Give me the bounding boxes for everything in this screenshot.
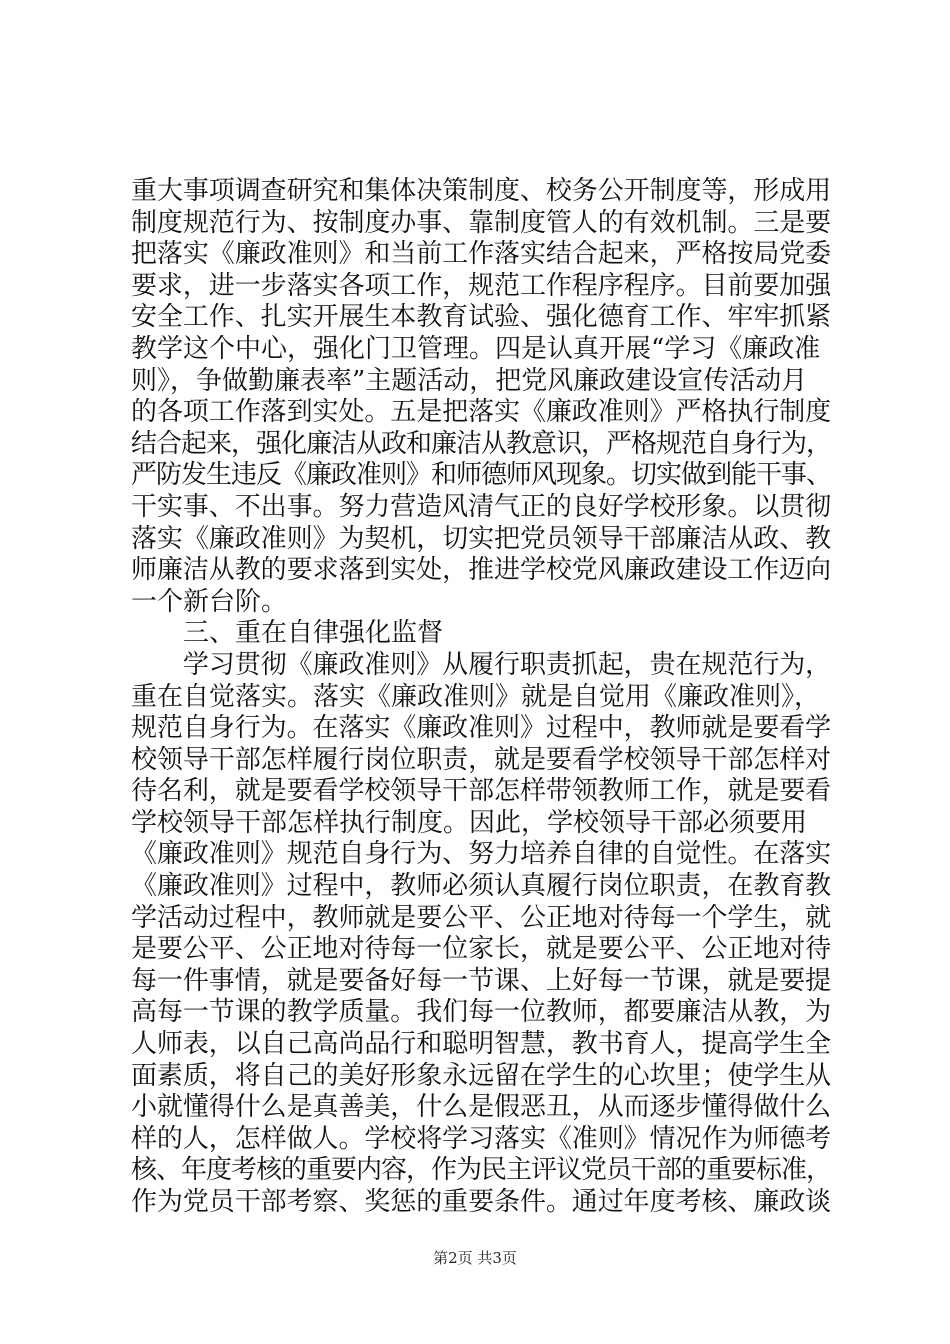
text-line: 学活动过程中，教师就是要公平、公正地对待每一个学生，就 [131,902,832,933]
text-line: 则》，争做勤廉表率”主题活动，把党风廉政建设宣传活动月 [131,365,808,396]
text-line: 高每一节课的教学质量。我们每一位教师，都要廉洁从教，为 [131,997,832,1028]
text-line: 重大事项调查研究和集体决策制度、校务公开制度等，形成用 [131,176,832,206]
text-line: 样的人，怎样做人。学校将学习落实《准则》情况作为师德考 [131,1123,832,1154]
text-line: 落实《廉政准则》为契机，切实把党员领导干部廉洁从政、教 [131,523,832,554]
text-line: 校领导干部怎样履行岗位职责，就是要看学校领导干部怎样对 [131,744,832,775]
text-line: 规范自身行为。在落实《廉政准则》过程中，教师就是要看学 [131,713,832,744]
text-line: 学习贯彻《廉政准则》从履行职责抓起，贵在规范行为， [131,649,832,680]
text-line: 干实事、不出事。努力营造风清气正的良好学校形象。以贯彻 [131,491,832,522]
text-line: 要求，进一步落实各项工作，规范工作程序程序。目前要加强 [131,270,832,301]
page-footer: 第2页 共3页 [433,1249,517,1267]
text-line: 是要公平、公正地对待每一位家长，就是要公平、公正地对待 [131,934,832,965]
text-line: 《廉政准则》过程中，教师必须认真履行岗位职责，在教育教 [131,871,832,902]
text-line: 教学这个中心，强化门卫管理。四是认真开展“学习《廉政准 [131,333,821,364]
text-line: 待名利，就是要看学校领导干部怎样带领教师工作，就是要看 [131,776,832,807]
text-line: 学校领导干部怎样执行制度。因此，学校领导干部必须要用 [131,807,808,838]
text-line: 三、重在自律强化监督 [131,618,444,649]
text-line: 师廉洁从教的要求落到实处，推进学校党风廉政建设工作迈向 [131,555,832,586]
text-line: 制度规范行为、按制度办事、靠制度管人的有效机制。三是要 [131,207,832,238]
text-line: 一个新台阶。 [131,586,288,617]
text-line: 安全工作、扎实开展生本教育试验、强化德育工作、牢牢抓紧 [131,302,832,333]
text-line: 人师表，以自己高尚品行和聪明智慧，教书育人，提高学生全 [131,1029,832,1060]
text-line: 的各项工作落到实处。五是把落实《廉政准则》严格执行制度 [131,397,832,428]
text-line: 作为党员干部考察、奖惩的重要条件。通过年度考核、廉政谈 [131,1187,832,1217]
text-line: 小就懂得什么是真善美，什么是假恶丑，从而逐步懂得做什么 [131,1092,832,1123]
text-line: 严防发生违反《廉政准则》和师德师风现象。切实做到能干事、 [131,460,832,491]
body-text [131,176,831,1219]
text-line: 《廉政准则》规范自身行为、努力培养自律的自觉性。在落实 [131,839,832,870]
text-line: 面素质，将自己的美好形象永远留在学生的心坎里；使学生从 [131,1060,832,1091]
text-line: 重在自觉落实。落实《廉政准则》就是自觉用《廉政准则》， [131,681,821,712]
text-line: 核、年度考核的重要内容，作为民主评议党员干部的重要标准， [131,1155,832,1186]
text-line: 每一件事情，就是要备好每一节课、上好每一节课，就是要提 [131,965,832,996]
text-line: 把落实《廉政准则》和当前工作落实结合起来，严格按局党委 [131,239,832,270]
text-line: 结合起来，强化廉洁从政和廉洁从教意识，严格规范自身行为， [131,428,832,459]
